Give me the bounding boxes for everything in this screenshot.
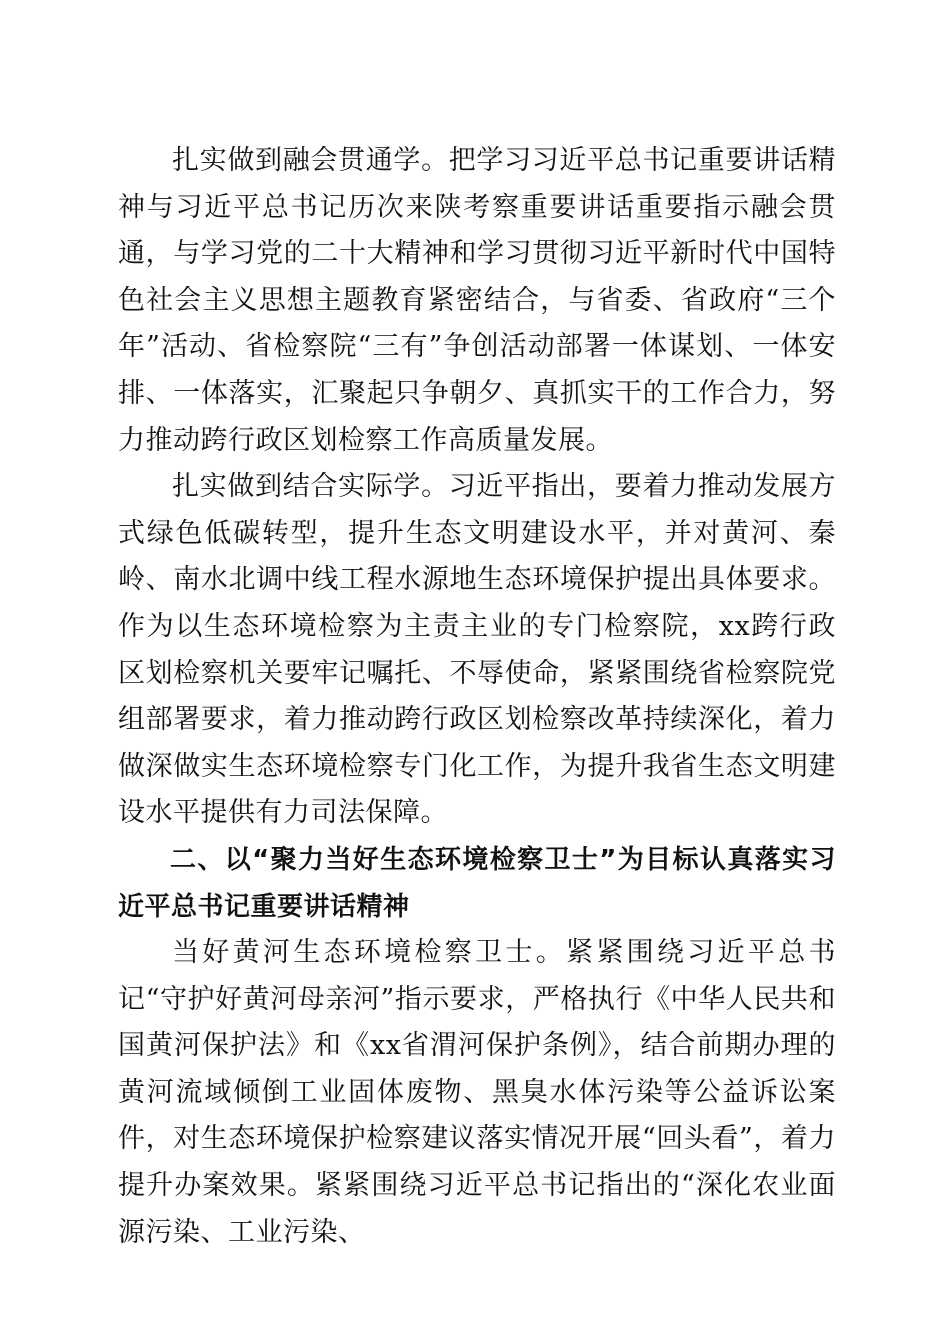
paragraph-practical-study: 扎实做到结合实际学。习近平指出，要着力推动发展方式绿色低碳转型，提升生态文明建设水平，并对黄河、秦岭、南水北调中线工程水源地生态环境保护提出具体要求。作为以生态环境检察为主责主业的专门检察院，xx跨行政区划检察机关要牢记嘱托、不辱使命，紧紧围绕省检察院党组部署要求，着力推动跨行政区划检察改革持续深化，着力做深做实生态环境检察专门化工作，为提升我省生态文明建设水平提供有力司法保障。 — [118, 471, 836, 829]
paragraph-integrated-study: 扎实做到融会贯通学。把学习习近平总书记重要讲话精神与习近平总书记历次来陕考察重要讲话重要指示融会贯通，与学习党的二十大精神和学习贯彻习近平新时代中国特色社会主义思想主题教育紧密结合，与省委、省政府“三个年”活动、省检察院“三有”争创活动部署一体谋划、一体安排、一体落实，汇聚起只争朝夕、真抓实干的工作合力，努力推动跨行政区划检察工作高质量发展。 — [118, 145, 836, 456]
paragraph-yellow-river-guardian: 当好黄河生态环境检察卫士。紧紧围绕习近平总书记“守护好黄河母亲河”指示要求，严格执行《中华人民共和国黄河保护法》和《xx省渭河保护条例》，结合前期办理的黄河流域倾倒工业固体废物、黑臭水体污染等公益诉讼案件，对生态环境保护检察建议落实情况开展“回头看”，着力提升办案效果。紧紧围绕习近平总书记指出的“深化农业面源污染、工业污染、 — [118, 937, 836, 1248]
document-body — [118, 138, 836, 1256]
section-heading-two: 二、以“聚力当好生态环境检察卫士”为目标认真落实习近平总书记重要讲话精神 — [118, 844, 836, 922]
